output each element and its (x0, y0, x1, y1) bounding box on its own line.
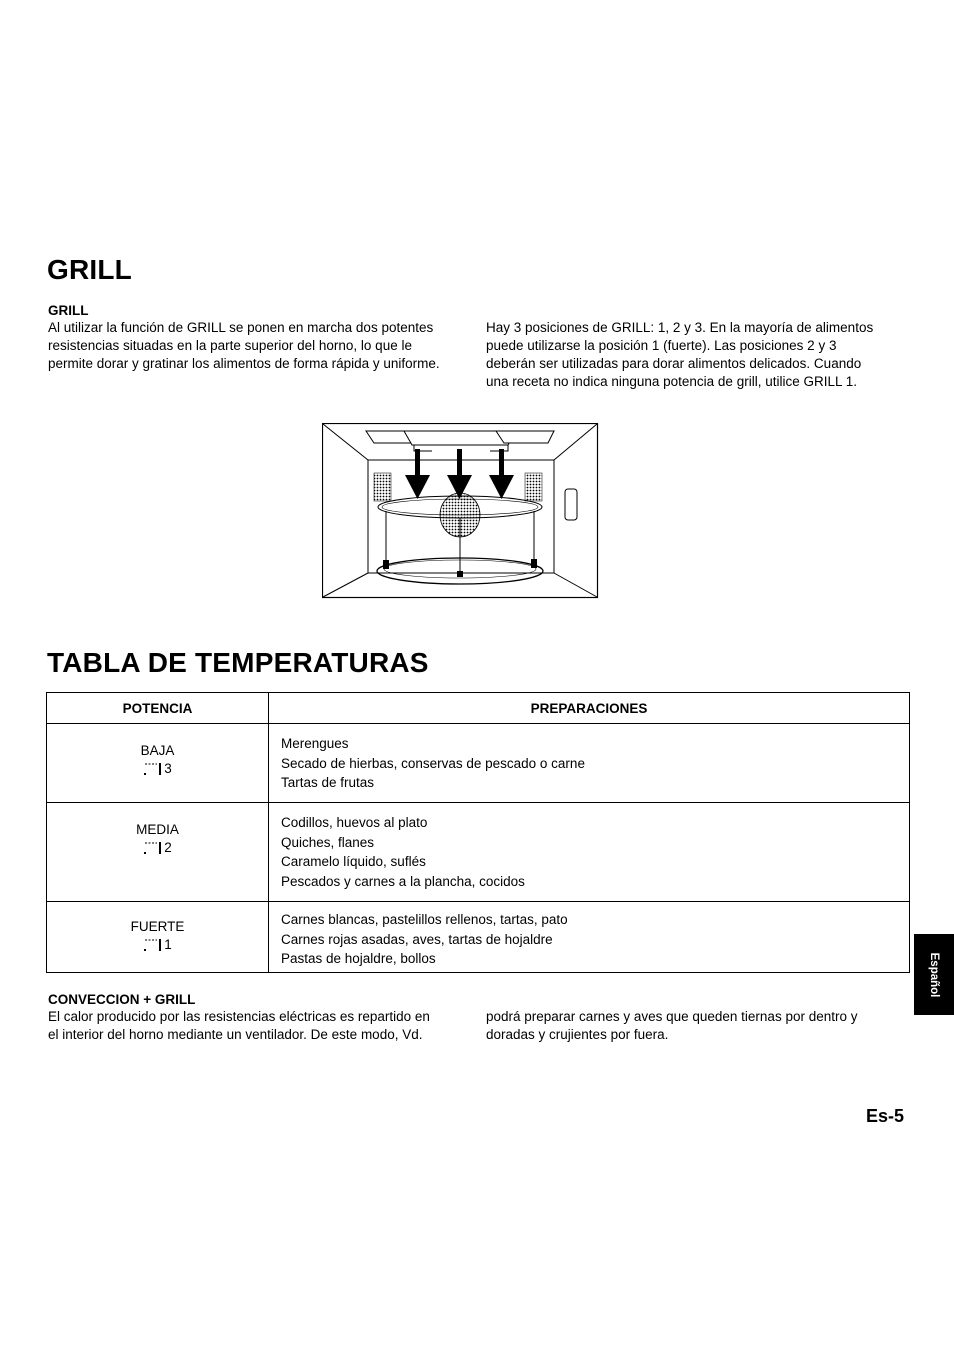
power-cell (47, 902, 269, 973)
page-number: Es-5 (866, 1106, 905, 1126)
text-line: Al utilizar la función de GRILL se ponen en marcha dos potentes (48, 320, 434, 335)
text-line: una receta no indica ninguna potencia de grill, utilice GRILL 1. (486, 374, 857, 389)
power-cell (47, 724, 269, 803)
text-line: puede utilizarse la posición 1 (fuerte). Las posiciones 2 y 3 (486, 338, 837, 353)
text-line: resistencias situadas en la parte superior del horno, lo que le (48, 338, 412, 353)
preparation-item: Pastas de hojaldre, bollos (281, 951, 436, 966)
grill-paragraph-left (48, 319, 478, 373)
preparations-cell (269, 803, 910, 902)
text-line: Hay 3 posiciones de GRILL: 1, 2 y 3. En la mayoría de alimentos (486, 320, 874, 335)
preparation-item: Quiches, flanes (281, 834, 375, 850)
conveccion-paragraph-right (486, 1008, 911, 1044)
power-level-number: 1 (164, 937, 172, 952)
grill-level-icon (143, 762, 163, 776)
language-tab (914, 934, 954, 1015)
temperature-table (46, 692, 910, 973)
table-row (47, 724, 910, 803)
text-line: El calor producido por las resistencias eléctricas es repartido en (48, 1009, 430, 1024)
power-cell (47, 803, 269, 902)
preparations-cell (269, 724, 910, 803)
power-level-label: MEDIA (136, 822, 179, 837)
table-row (47, 902, 910, 973)
table-header-row (47, 693, 910, 724)
power-level-label: FUERTE (130, 919, 185, 934)
grill-level-icon (143, 841, 163, 855)
preparation-item: Caramelo líquido, suflés (281, 854, 426, 869)
power-level-label: BAJA (140, 743, 175, 758)
section-title-grill: GRILL (47, 254, 132, 285)
conveccion-subtitle: CONVECCION + GRILL (48, 992, 196, 1007)
preparation-item: Merengues (281, 736, 349, 751)
text-line: podrá preparar carnes y aves que queden tiernas por dentro y (486, 1009, 858, 1024)
preparation-item: Carnes blancas, pastelillos rellenos, tartas, pato (281, 912, 568, 927)
header-preparaciones: PREPARACIONES (269, 693, 910, 724)
preparation-item: Codillos, huevos al plato (281, 815, 428, 830)
vent-left (374, 473, 391, 501)
power-level-number: 3 (164, 761, 172, 776)
text-line: el interior del horno mediante un ventilador. De este modo, Vd. (48, 1027, 423, 1042)
header-potencia: POTENCIA (47, 693, 269, 724)
grill-level-icon (143, 938, 163, 952)
preparation-item: Pescados y carnes a la plancha, cocidos (281, 873, 525, 889)
oven-grill-diagram (322, 423, 599, 599)
conveccion-paragraph-left (48, 1008, 478, 1044)
grill-subtitle: GRILL (48, 303, 89, 318)
language-tab-label: Español (928, 952, 940, 997)
preparation-item: Carnes rojas asadas, aves, tartas de hojaldre (281, 931, 553, 947)
preparation-item: Tartas de frutas (281, 775, 375, 790)
text-line: doradas y crujientes por fuera. (486, 1027, 669, 1042)
text-line: permite dorar y gratinar los alimentos de forma rápida y uniforme. (48, 356, 440, 371)
preparations-cell (269, 902, 910, 973)
preparation-item: Secado de hierbas, conservas de pescado o carne (281, 755, 585, 771)
text-line: deberán ser utilizadas para dorar alimentos delicados. Cuando (486, 356, 862, 371)
door-latch (565, 489, 577, 520)
power-level-number: 2 (164, 840, 172, 855)
section-title-tabla: TABLA DE TEMPERATURAS (47, 647, 429, 678)
vent-right (525, 473, 542, 501)
table-row (47, 803, 910, 902)
grill-paragraph-right (486, 319, 911, 391)
